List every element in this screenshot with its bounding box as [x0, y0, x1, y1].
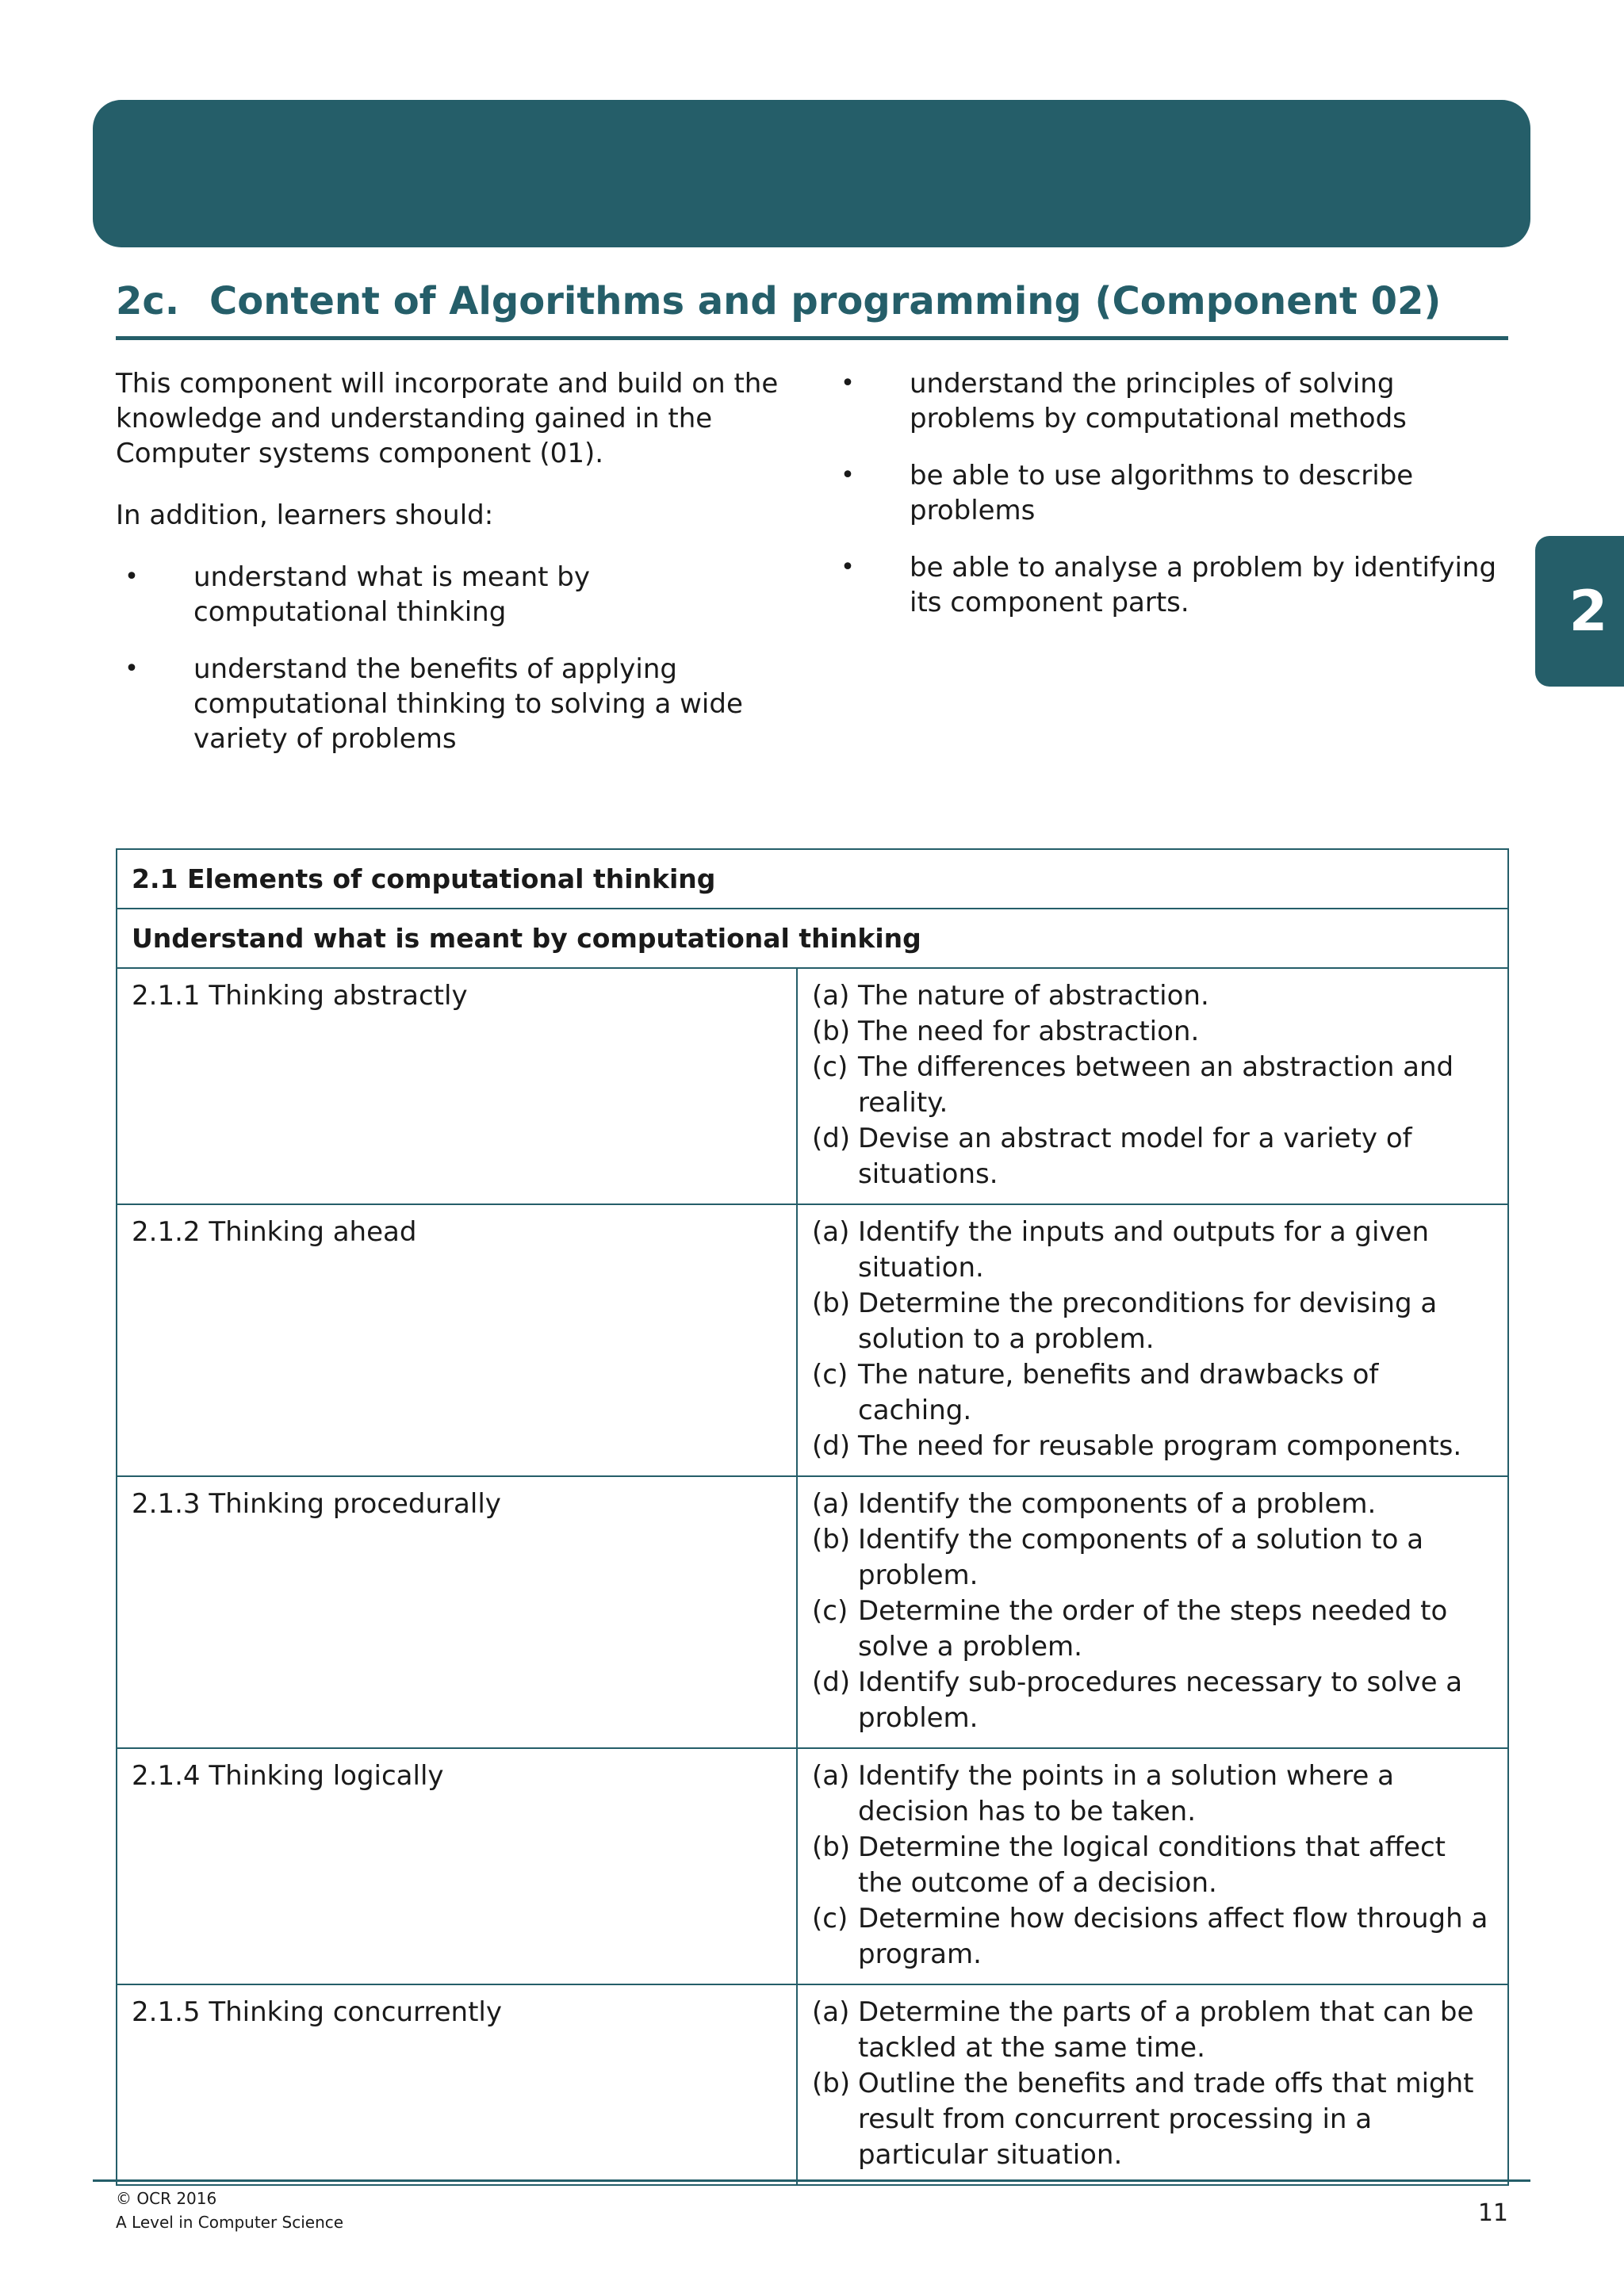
topic-cell: 2.1.4 Thinking logically	[117, 1748, 797, 1984]
table-subheading: Understand what is meant by computational thinking	[117, 909, 1508, 968]
list-item: (a) Identify the inputs and outputs for a given situation.	[812, 1216, 1429, 1284]
list-item: (a) The nature of abstraction.	[812, 980, 1209, 1012]
table-row	[117, 1748, 1508, 1984]
table-row	[117, 1984, 1508, 2185]
footer-divider	[93, 2179, 1530, 2182]
table-heading-row	[117, 849, 1508, 909]
list-item: (b) Identify the components of a solution to a problem.	[812, 1524, 1424, 1591]
list-item: (b) Outline the benefits and trade offs that might result from concurrent processing in a particular situation.	[812, 2068, 1474, 2171]
topic-cell: 2.1.5 Thinking concurrently	[117, 1984, 797, 2185]
bullet-icon: •	[841, 369, 855, 397]
publication-title: A Level in Computer Science	[116, 2213, 344, 2232]
header-banner	[93, 100, 1530, 247]
list-item: (a) Determine the parts of a problem that can be tackled at the same time.	[812, 1996, 1474, 2064]
list-item: • understand the benefits of applying computational thinking to solving a wide variety of problems	[116, 652, 782, 756]
table-row	[117, 968, 1508, 1204]
section-tab-label: 2	[1568, 579, 1608, 644]
list-item: (c) The nature, benefits and drawbacks of caching.	[812, 1359, 1379, 1426]
bullet-icon: •	[841, 553, 855, 581]
list-item: (c) Determine the order of the steps needed to solve a problem.	[812, 1595, 1448, 1663]
topic-cell: 2.1.3 Thinking procedurally	[117, 1476, 797, 1748]
footer-info	[116, 2187, 343, 2234]
list-item: • understand what is meant by computational thinking	[116, 560, 782, 629]
list-item: (c) The differences between an abstraction and reality.	[812, 1051, 1454, 1119]
list-item: • be able to use algorithms to describe problems	[832, 458, 1509, 528]
intro-paragraph-addition: In addition, learners should:	[116, 499, 494, 531]
list-item: (b) Determine the logical conditions that affect the outcome of a decision.	[812, 1831, 1446, 1899]
points-cell	[797, 968, 1508, 1204]
list-item: (a) Identify the components of a problem.	[812, 1488, 1377, 1520]
list-item: (c) Determine how decisions affect flow through a program.	[812, 1903, 1488, 1970]
copyright-text: © OCR 2016	[116, 2189, 217, 2208]
content-table	[116, 848, 1509, 2186]
list-item: (b) Determine the preconditions for devising a solution to a problem.	[812, 1288, 1438, 1355]
topic-cell: 2.1.1 Thinking abstractly	[117, 968, 797, 1204]
table-subheading-row	[117, 909, 1508, 968]
list-item: (b) The need for abstraction.	[812, 1016, 1200, 1047]
page-number: 11	[1477, 2199, 1508, 2227]
bullet-icon: •	[124, 655, 139, 683]
table-heading: 2.1 Elements of computational thinking	[117, 849, 1508, 909]
page-title	[116, 279, 1508, 340]
section-title-text: Content of Algorithms and programming (Component 02)	[209, 279, 1442, 323]
list-item: (d) Devise an abstract model for a variety of situations.	[812, 1123, 1412, 1190]
section-tab	[1535, 536, 1624, 687]
intro-paragraph: This component will incorporate and build on the knowledge and understanding gained in the Computer systems component (01).	[116, 368, 779, 469]
bullet-icon: •	[124, 563, 139, 591]
table-row	[117, 1204, 1508, 1476]
points-cell	[797, 1476, 1508, 1748]
list-item: (d) The need for reusable program components.	[812, 1430, 1462, 1462]
list-item: • understand the principles of solving problems by computational methods	[832, 366, 1509, 436]
list-item: • be able to analyse a problem by identifying its component parts.	[832, 550, 1509, 620]
section-number: 2c.	[116, 279, 180, 323]
bullet-icon: •	[841, 461, 855, 489]
list-item: (d) Identify sub-procedures necessary to solve a problem.	[812, 1667, 1463, 1734]
table-row	[117, 1476, 1508, 1748]
points-cell	[797, 1204, 1508, 1476]
points-cell	[797, 1984, 1508, 2185]
points-cell	[797, 1748, 1508, 1984]
objectives-list-left	[116, 560, 782, 756]
objectives-list-right	[832, 366, 1509, 620]
list-item: (a) Identify the points in a solution where a decision has to be taken.	[812, 1760, 1394, 1827]
intro-right-column	[832, 366, 1509, 642]
topic-cell: 2.1.2 Thinking ahead	[117, 1204, 797, 1476]
intro-left-column	[116, 366, 782, 779]
